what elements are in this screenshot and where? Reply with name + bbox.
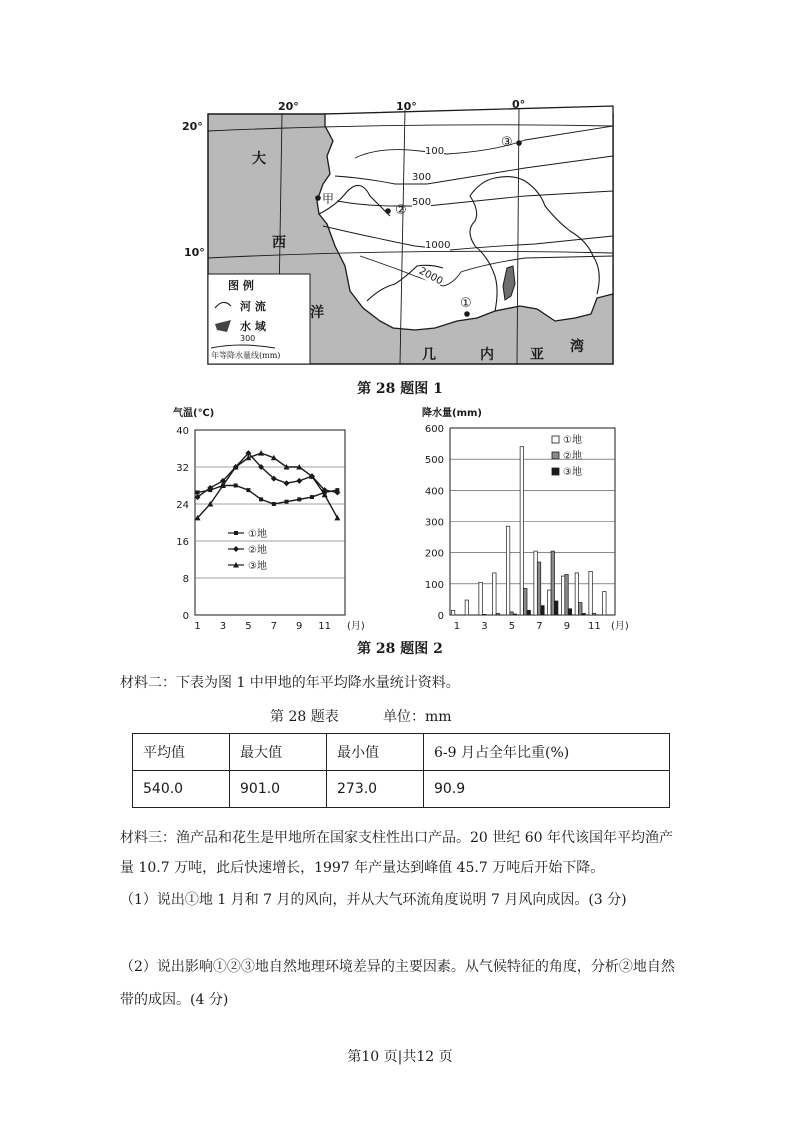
temp-x-tick-label: 5 bbox=[245, 621, 252, 632]
temp-x-tick-label: 1 bbox=[194, 621, 201, 632]
temp-point-1 bbox=[234, 484, 238, 488]
rain-bar-series-3 bbox=[541, 606, 544, 615]
legend-isohyet-label: 年等降水量线(mm) bbox=[211, 351, 281, 360]
rain-y-axis-label: 降水量(mm) bbox=[422, 408, 482, 419]
temperature-chart bbox=[173, 406, 365, 632]
temp-y-tick-label: 24 bbox=[176, 500, 189, 511]
ocean-label-char: 西 bbox=[272, 235, 286, 251]
table-header-cell: 最大值 bbox=[230, 734, 327, 771]
rain-y-tick-label: 400 bbox=[424, 486, 444, 498]
rain-bar-series-1 bbox=[506, 526, 509, 615]
temp-y-tick-label: 16 bbox=[176, 537, 189, 548]
isohyet-label: 1000 bbox=[425, 240, 451, 251]
temp-point-1 bbox=[196, 490, 200, 494]
rain-y-tick-label: 0 bbox=[437, 611, 444, 622]
temp-point-1 bbox=[310, 495, 314, 499]
lat-label-20: 20° bbox=[182, 120, 203, 133]
lon-label-10: 10° bbox=[396, 100, 417, 113]
legend-isohyet-value: 300 bbox=[240, 334, 256, 343]
gulf-label-char: 几 bbox=[422, 347, 436, 363]
temp-x-tick-label: 11 bbox=[318, 621, 332, 632]
place-2-dot bbox=[385, 208, 391, 214]
place-jia-dot bbox=[315, 195, 321, 201]
rain-legend-swatch bbox=[552, 468, 559, 475]
temp-point-1 bbox=[297, 497, 301, 501]
temp-point-3 bbox=[334, 515, 340, 521]
rain-bar-series-3 bbox=[568, 609, 571, 615]
statistics-table bbox=[132, 733, 670, 808]
rain-bar-series-2 bbox=[496, 613, 499, 615]
figure2-caption: 第 28 题图 2 bbox=[357, 641, 443, 657]
rain-bar-series-1 bbox=[575, 573, 578, 615]
rain-x-axis-label: (月) bbox=[611, 621, 629, 632]
temp-point-2 bbox=[296, 478, 302, 484]
table-header-cell: 6-9 月占全年比重(%) bbox=[424, 734, 670, 771]
isohyet-label: 2000 bbox=[416, 265, 445, 288]
rain-bar-series-2 bbox=[551, 551, 554, 615]
table-row bbox=[133, 771, 670, 808]
table-cell: 540.0 bbox=[133, 771, 230, 808]
rain-bar-series-1 bbox=[589, 571, 592, 615]
ocean-label-char: 洋 bbox=[310, 305, 324, 321]
rain-bar-series-2 bbox=[592, 613, 595, 615]
temp-series-line-1 bbox=[198, 486, 338, 505]
rain-bar-series-1 bbox=[493, 573, 496, 615]
table-header-row bbox=[133, 734, 670, 771]
rain-legend-swatch bbox=[552, 436, 559, 443]
temp-legend-marker bbox=[233, 546, 239, 552]
rain-x-tick-label: 1 bbox=[453, 621, 461, 632]
table-header-cell: 平均值 bbox=[133, 734, 230, 771]
legend-title: 图 例 bbox=[228, 279, 254, 292]
rain-x-tick-label: 3 bbox=[481, 621, 488, 632]
lat-label-10: 10° bbox=[184, 246, 205, 259]
question-2-line-1: （2）说出影响①②③地自然地理环境差异的主要因素。从气候特征的角度，分析②地自然 bbox=[120, 959, 675, 975]
rain-bar-series-3 bbox=[555, 601, 558, 615]
rain-bar-series-1 bbox=[479, 582, 482, 615]
temp-point-2 bbox=[284, 480, 290, 486]
temp-plot-frame bbox=[195, 430, 345, 615]
lon-label-20: 20° bbox=[278, 100, 299, 113]
lon-label-0: 0° bbox=[512, 98, 526, 111]
temp-y-tick-label: 8 bbox=[182, 574, 189, 585]
legend-river-label: 河 流 bbox=[240, 300, 266, 313]
rain-bar-series-2 bbox=[524, 589, 527, 615]
rain-bar-series-1 bbox=[561, 576, 564, 615]
rain-bar-series-2 bbox=[565, 574, 568, 615]
figure2-charts bbox=[150, 400, 650, 640]
temp-y-axis-label: 气温(℃) bbox=[173, 408, 215, 419]
rain-bar-series-2 bbox=[510, 612, 513, 615]
rain-bar-series-1 bbox=[548, 590, 551, 615]
rain-x-tick-label: 11 bbox=[588, 621, 601, 632]
gulf-label-char: 内 bbox=[480, 347, 494, 363]
temp-point-1 bbox=[246, 488, 250, 492]
rain-bar-series-1 bbox=[465, 600, 468, 615]
rain-bar-series-2 bbox=[482, 614, 485, 615]
rain-bar-series-2 bbox=[537, 562, 540, 615]
rain-x-tick-label: 7 bbox=[536, 621, 543, 632]
isohyet-label: 300 bbox=[412, 172, 432, 183]
rain-y-tick-label: 600 bbox=[424, 424, 444, 435]
rain-legend-swatch bbox=[552, 452, 559, 459]
material-3-line-1: 材料三：渔产品和花生是甲地所在国家支柱性出口产品。20 世纪 60 年代该国年平均渔产 bbox=[120, 830, 673, 846]
ocean-label-char: 大 bbox=[252, 151, 266, 167]
gulf-label-char: 湾 bbox=[570, 339, 584, 355]
table-cell: 90.9 bbox=[424, 771, 670, 808]
rain-legend-label: ①地 bbox=[563, 435, 582, 446]
rain-bar-series-1 bbox=[534, 551, 537, 615]
gulf-label-char: 亚 bbox=[530, 347, 544, 363]
temp-series-line-3 bbox=[198, 453, 338, 518]
table-unit: 单位：mm bbox=[383, 709, 452, 725]
question-2-line-2: 带的成因。(4 分) bbox=[120, 992, 229, 1008]
rain-y-tick-label: 300 bbox=[424, 517, 444, 529]
rain-bar-series-1 bbox=[603, 592, 606, 615]
table-cell: 901.0 bbox=[230, 771, 327, 808]
temp-legend-label: ③地 bbox=[248, 561, 267, 572]
material-3-line-2: 量 10.7 万吨，此后快速增长，1997 年产量达到峰值 45.7 万吨后开始下降。 bbox=[120, 860, 605, 876]
table-header-cell: 最小值 bbox=[327, 734, 424, 771]
rain-bar-series-3 bbox=[582, 613, 585, 615]
rain-y-tick-label: 200 bbox=[424, 548, 444, 560]
rain-y-tick-label: 500 bbox=[424, 455, 444, 467]
temp-legend-marker bbox=[234, 531, 238, 535]
place-2-label: ② bbox=[395, 203, 407, 218]
temp-x-axis-label: (月) bbox=[347, 621, 365, 632]
rain-legend-label: ②地 bbox=[563, 451, 582, 462]
temp-y-tick-label: 32 bbox=[176, 463, 189, 474]
place-1-dot bbox=[464, 311, 470, 317]
isohyet-label: 500 bbox=[412, 197, 432, 208]
place-3-label: ③ bbox=[501, 135, 513, 150]
precipitation-chart bbox=[422, 406, 629, 632]
rain-y-tick-label: 100 bbox=[424, 579, 444, 591]
place-3-dot bbox=[516, 140, 522, 146]
page-footer: 第10 页|共12 页 bbox=[347, 1049, 453, 1065]
material-2-text: 材料二：下表为图 1 中甲地的年平均降水量统计资料。 bbox=[120, 675, 460, 691]
rain-bar-series-2 bbox=[579, 603, 582, 615]
temp-point-1 bbox=[259, 497, 263, 501]
temp-y-tick-label: 0 bbox=[182, 611, 189, 622]
table-cell: 273.0 bbox=[327, 771, 424, 808]
temp-point-3 bbox=[258, 450, 264, 456]
temp-x-tick-label: 9 bbox=[296, 621, 303, 632]
temp-y-tick-label: 40 bbox=[176, 426, 189, 437]
temp-series-line-2 bbox=[198, 453, 338, 497]
temp-point-1 bbox=[285, 500, 289, 504]
rain-x-tick-label: 5 bbox=[508, 621, 516, 632]
rain-bar-series-3 bbox=[513, 614, 516, 615]
rain-bar-series-3 bbox=[527, 610, 530, 615]
place-1-label: ① bbox=[460, 296, 472, 311]
place-jia-label: 甲 bbox=[322, 192, 335, 206]
temp-legend-label: ①地 bbox=[248, 529, 267, 540]
rain-legend-label: ③地 bbox=[563, 467, 582, 478]
temp-legend-label: ②地 bbox=[248, 545, 267, 556]
rain-bar-series-1 bbox=[451, 610, 454, 615]
temp-x-tick-label: 3 bbox=[219, 621, 227, 632]
rain-bar-series-1 bbox=[520, 447, 523, 615]
figure1-caption: 第 28 题图 1 bbox=[357, 381, 443, 397]
legend-water-label: 水 域 bbox=[240, 320, 266, 333]
rain-x-tick-label: 9 bbox=[563, 621, 571, 632]
question-1: （1）说出①地 1 月和 7 月的风向，并从大气环流角度说明 7 月风向成因。(3 分) bbox=[120, 892, 627, 908]
table-caption: 第 28 题表 bbox=[270, 709, 339, 725]
temp-point-1 bbox=[272, 502, 276, 506]
isohyet-label: 100 bbox=[425, 146, 445, 157]
temp-x-tick-label: 7 bbox=[270, 621, 278, 632]
